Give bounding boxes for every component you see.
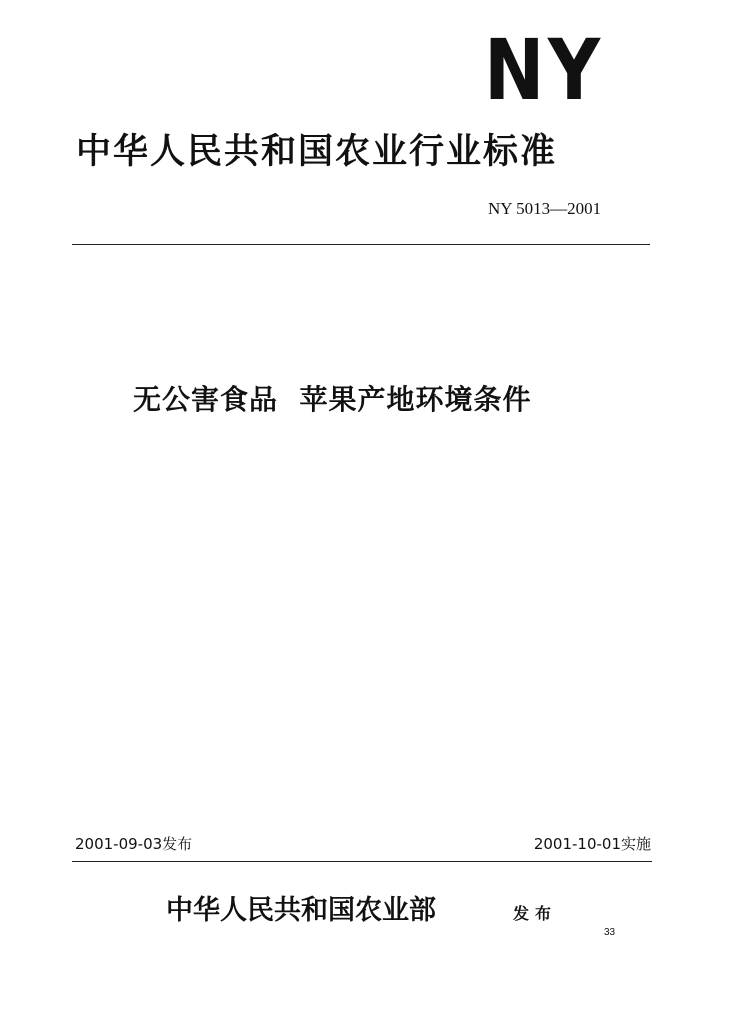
page-number: 33 — [604, 927, 616, 938]
footer-divider — [72, 861, 652, 862]
issue-date: 2001-09-03发布 — [75, 835, 193, 853]
issuing-authority-suffix: 发布 — [513, 904, 558, 923]
standard-category-title: 中华人民共和国农业行业标准 — [76, 132, 558, 172]
issuing-authority: 中华人民共和国农业部 — [166, 895, 436, 926]
standard-number: NY 5013—2001 — [488, 199, 602, 218]
header-divider — [72, 244, 650, 245]
ny-logo: NY — [484, 21, 604, 119]
effective-date: 2001-10-01实施 — [533, 835, 651, 853]
document-title: 无公害食品 苹果产地环境条件 — [133, 383, 532, 416]
